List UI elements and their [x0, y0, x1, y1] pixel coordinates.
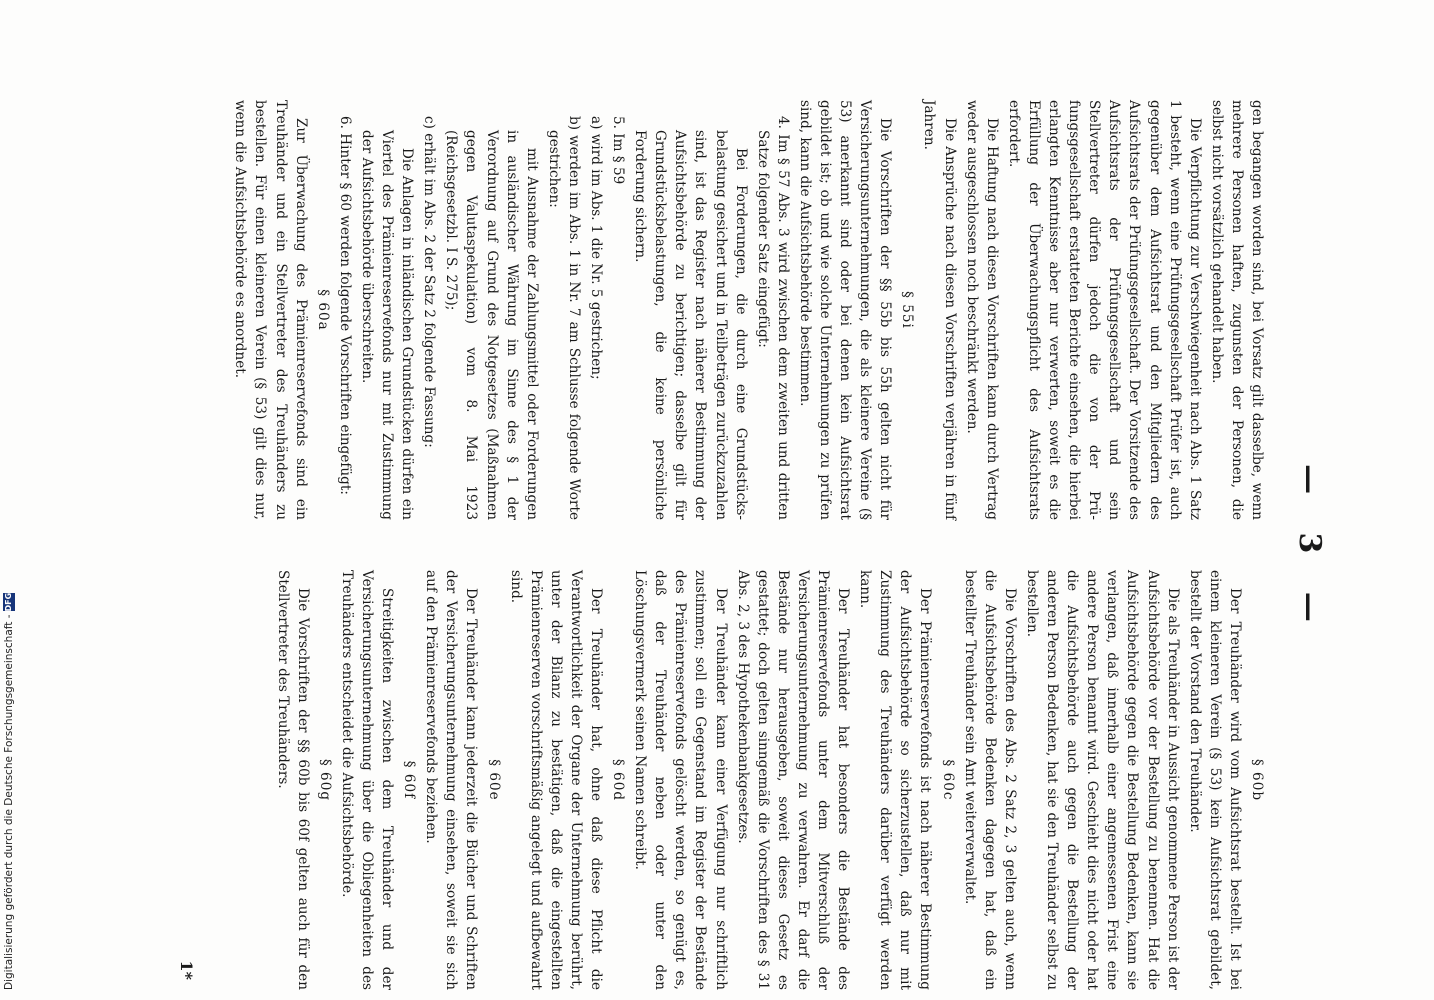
section-heading: § 60g — [316, 758, 333, 802]
section-heading: § 60c — [939, 759, 956, 801]
rotated-text-page — [167, 100, 1327, 1000]
paragraph: Die Vorschriften der §§ 55b bis 55h gelten nicht für Versicherungsunternehmungen, die als kleinere Vereine (§ 53) anerkannt sind oder bei denen kein Aufsichtsrat gebildet ist; ob und wie solche Unternehmungen zu prüfen sind, kann die Aufsichtsbehörde bestimmen. — [796, 100, 894, 520]
right-column — [271, 570, 1268, 990]
paragraph: Der Prämienreservefonds ist nach näherer Bestimmung der Aufsichtsbehörde so sicherzustellen, daß nur mit Zustimmung des Treuhänders darüber verfügt werden kann. — [857, 570, 934, 990]
section-heading: § 60b — [1249, 758, 1265, 802]
paragraph: b) werden im Abs. 1 in Nr. 7 am Schlusse folgende Worte gestrichen: — [545, 116, 582, 520]
paragraph: Der Treuhänder kann einer Verfügung nur schriftlich zustimmen; soll ein Gegenstand im Register der Bestände des Prämienreservefonds gelöscht werden, so genügt es, daß der Treuhänder neben oder unter den Löschungsvermerk seinen Namen schreibt. — [632, 570, 729, 990]
paragraph: c) erhält im Abs. 2 der Satz 2 folgende Fassung: — [421, 116, 438, 448]
section-heading: § 60d — [610, 758, 627, 802]
paragraph: 5. Im § 59 — [610, 116, 627, 185]
paragraph: Bei Forderungen, die durch eine Grundstücksbelastung gesichert und in Teilbeträgen zurückzuzahlen sind, ist das Register nach näherer Bestimmung der Aufsichtsbehörde zu berichtigen; dasselbe gilt für Grundstücksbelastungen, die keine persönliche Forderung sichern. — [632, 130, 749, 520]
paragraph: Streitigkeiten zwischen dem Treuhänder und der Versicherungsunternehmung über die Obliegenheiten des Treuhänders entscheidet die Aufsichtsbehörde. — [338, 570, 396, 990]
section-heading: § 60e — [485, 759, 502, 801]
paragraph: Zur Überwachung des Prämienreservefonds sind ein Treuhänder und ein Stellvertreter des Treuhänders zu bestellen. Für einen kleineren Verein (§ 53) gilt dies nur, wenn die Aufsichtsbehörde es anordnet. — [232, 100, 309, 520]
left-column — [228, 100, 1267, 520]
funding-note-text: Digitalisierung gefördert durch die Deutsche Forschungsgemeinschaft - — [3, 614, 15, 990]
section-heading: § 60f — [401, 760, 418, 800]
page-number: — 3 — — [1292, 464, 1327, 636]
paragraph: Die Ansprüche nach diesen Vorschriften verjähren in fünf Jahren. — [921, 100, 958, 520]
paragraph: Der Treuhänder wird vom Aufsichtsrat bestellt. Ist bei einem kleineren Verein (§ 53) kein Aufsichtsrat gebildet, bestellt der Vorstand den Treuhänder. — [1186, 570, 1243, 990]
dfg-logo: DFG — [4, 592, 13, 612]
paragraph: Die Vorschriften der §§ 60b bis 60f gelten auch für den Stellvertreter des Treuhänders. — [274, 570, 311, 990]
sheet-signature: 1* — [177, 960, 196, 980]
paragraph: Der Treuhänder hat, ohne daß diese Pflicht die Verantwortlichkeit der Organe der Unternehmung berührt, unter der Bilanz zu bestätigen, daß die eingestellten Prämienreserven vorschriftsmäßig angelegt und aufbewahrt sind. — [507, 570, 604, 990]
paragraph: 4. Im § 57 Abs. 3 wird zwischen dem zweiten und dritten Satze folgender Satz eingefügt: — [754, 116, 791, 520]
paragraph: Die Anlagen in inländischen Grundstücken dürfen ein Viertel des Prämienreservefonds nur mit Zustimmung der Aufsichtsbehörde überschreiten. — [358, 130, 416, 520]
paragraph: 6. Hinter § 60 werden folgende Vorschriften eingefügt: — [336, 116, 353, 495]
paragraph: Die Vorschriften des Abs. 2 Satz 2, 3 gelten auch, wenn die Aufsichtsbehörde Bedenken dagegen hat, daß ein bestellter Treuhänder sein Amt weiterverwaltet. — [961, 570, 1018, 990]
funding-note — [2, 592, 16, 990]
paragraph: mit Ausnahme der Zahlungsmittel oder Forderungen in ausländischer Währung im Sinne des § 1 der Verordnung auf Grund des Notgesetzes (Maßnahmen gegen Valutaspekulation) vom 8. Mai 1923 (Reichsgesetzbl. I S. 275); — [443, 130, 540, 520]
paragraph: Die Haftung nach diesen Vorschriften kann durch Vertrag weder ausgeschlossen noch beschränkt werden. — [963, 100, 1000, 520]
paragraph: gen begangen worden sind, bei Vorsatz gilt dasselbe, wenn mehrere Personen haften, zugunsten der Personen, die selbst nicht vorsätzlich gehandelt haben. — [1208, 100, 1265, 520]
paragraph: Die Verpflichtung zur Verschwiegenheit nach Abs. 1 Satz 1 besteht, wenn eine Prüfungsgesellschaft Prüfer ist, auch gegenüber dem Aufsichtsrat und den Mitgliedern des Aufsichtsrats der Prüfungsgesellschaft. Der Vorsitzende des Aufsichtsrats der Prüfungsgesellschaft und sein Stellvertreter dürfen jedoch die von der Prüfungsgesellschaft erstatteten Berichte einsehen, die hierbei erlangten Kenntnisse aber nur verwerten, soweit es die Erfüllung der Überwachungspflicht des Aufsichtsrats erfordert. — [1005, 100, 1203, 520]
paragraph: Der Treuhänder hat besonders die Bestände des Prämienreservefonds unter dem Mitverschluß der Versicherungsunternehmung zu verwahren. Er darf die Bestände nur herausgeben, soweit dieses Gesetz es gestattet; doch gelten sinngemäß die Vorschriften des § 31 Abs. 2, 3 des Hypothekenbankgesetzes. — [734, 570, 852, 990]
section-heading: § 55i — [899, 291, 916, 329]
paragraph: Der Treuhänder kann jederzeit die Bücher und Schriften der Versicherungsunternehmung einsehen, soweit sie sich auf den Prämienreservefonds beziehen. — [423, 570, 480, 990]
paragraph: a) wird im Abs. 1 die Nr. 5 gestrichen; — [588, 116, 604, 380]
paragraph: Die als Treuhänder in Aussicht genommene Person ist der Aufsichtsbehörde vor der Bestellung zu benennen. Hat die Aufsichtsbehörde gegen die Bestellung Bedenken, kann sie verlangen, daß innerhalb einer angemessenen Frist eine andere Person benannt wird. Geschieht dies nicht oder hat die Aufsichtsbehörde auch gegen die Bestellung der anderen Person Bedenken, hat sie den Treuhänder selbst zu bestellen. — [1023, 570, 1181, 990]
section-heading: § 60a — [314, 289, 331, 331]
